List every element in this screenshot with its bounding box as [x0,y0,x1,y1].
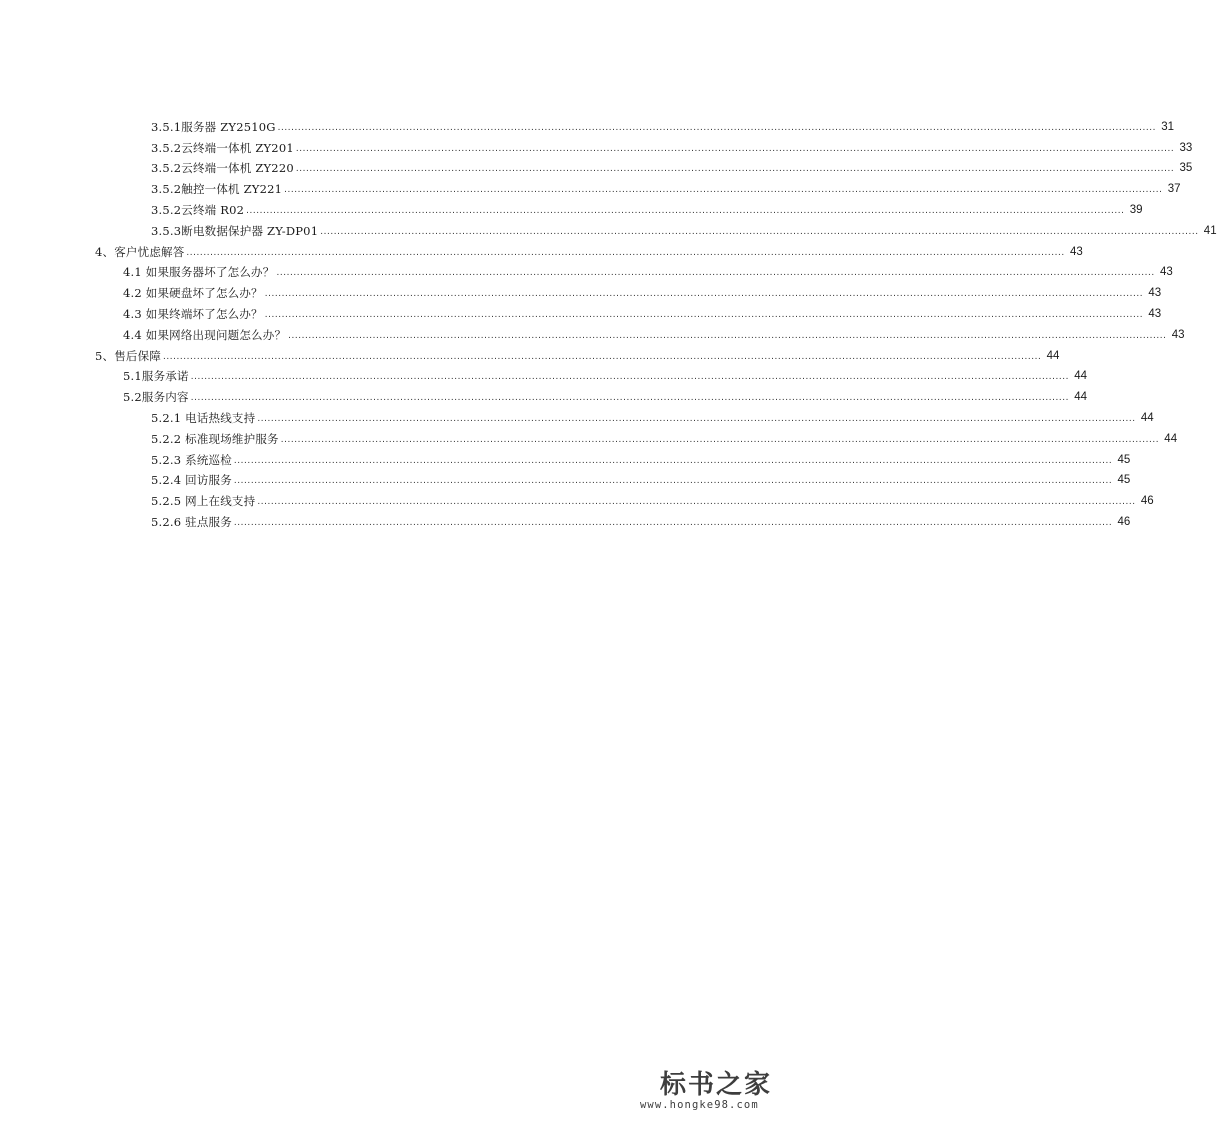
toc-entry[interactable] [0,342,1060,363]
toc-entry[interactable] [0,425,1178,446]
toc-entry-page-number: 31 [1161,120,1175,133]
watermark-title: 标书之家 [660,1070,773,1100]
toc-entry[interactable] [0,404,1154,425]
toc-entry-page-number: 46 [1117,515,1131,528]
toc-entry[interactable] [0,238,1083,259]
toc-entry-page-number: 44 [1074,391,1088,404]
toc-entry-title: 5.2.5 网上在线支持 [151,494,256,509]
toc-entry[interactable] [0,217,1217,238]
toc-dot-leader: .................................................................................................................................................................................................................................................................... [163,350,1042,362]
toc-dot-leader: .................................................................................................................................................................................................................................................................... [246,204,1125,216]
toc-entry[interactable] [0,259,1173,280]
toc-dot-leader: .................................................................................................................................................................................................................................................................... [233,475,1113,487]
toc-entry-title: 3.5.1服务器 ZY2510G [151,119,276,134]
toc-entry-page-number: 43 [1160,266,1173,279]
toc-entry-page-number: 43 [1148,307,1162,320]
toc-entry-title: 5.2.2 标准现场维护服务 [151,431,279,446]
toc-entry[interactable] [0,155,1193,176]
toc-entry[interactable] [0,508,1131,529]
toc-list [0,113,1217,529]
toc-entry-title: 3.5.2云终端一体机 ZY220 [151,161,294,176]
toc-entry[interactable] [0,175,1181,197]
toc-entry[interactable] [0,300,1162,321]
toc-dot-leader: .................................................................................................................................................................................................................................................................... [190,371,1070,383]
toc-dot-leader: .................................................................................................................................................................................................................................................................... [186,246,1065,258]
watermark-url: www.hongke98.com [640,1099,759,1111]
toc-entry-page-number: 33 [1179,141,1193,154]
toc-entry[interactable] [0,363,1088,384]
toc-dot-leader: .................................................................................................................................................................................................................................................................... [284,184,1163,196]
toc-entry-title: 3.5.2云终端 R02 [151,202,245,217]
toc-dot-leader: .................................................................................................................................................................................................................................................................... [276,267,1155,279]
toc-entry-page-number: 44 [1140,411,1154,424]
toc-entry-page-number: 45 [1117,453,1131,466]
toc-entry[interactable] [0,134,1193,155]
toc-entry-title: 5.1服务承诺 [123,369,189,384]
toc-entry-title: 5.2.1 电话热线支持 [151,410,256,425]
toc-entry-page-number: 44 [1046,349,1060,362]
toc-entry-title: 3.5.2触控一体机 ZY221 [151,182,283,197]
toc-entry[interactable] [0,383,1088,405]
site-watermark-logo [636,1064,786,1114]
toc-dot-leader: .................................................................................................................................................................................................................................................................... [233,516,1113,528]
toc-dot-leader: .................................................................................................................................................................................................................................................................... [280,433,1160,445]
table-of-contents [0,113,1217,529]
toc-entry-page-number: 45 [1117,474,1131,487]
toc-entry-title: 3.5.3断电数据保护器 ZY-DP01 [151,223,319,238]
toc-entry-title: 4.1 如果服务器坏了怎么办？ [123,265,275,280]
toc-entry-page-number: 43 [1171,328,1185,341]
toc-entry-title: 4、客户忧虑解答 [95,244,185,259]
toc-dot-leader: .................................................................................................................................................................................................................................................................... [257,496,1136,508]
toc-dot-leader: .................................................................................................................................................................................................................................................................... [264,308,1144,320]
toc-dot-leader: .................................................................................................................................................................................................................................................................... [257,412,1136,424]
toc-entry-title: 5.2服务内容 [123,390,189,405]
toc-dot-leader: .................................................................................................................................................................................................................................................................... [288,329,1167,341]
toc-entry-page-number: 44 [1074,370,1088,383]
toc-entry-page-number: 43 [1070,245,1083,258]
toc-entry-title: 5.2.4 回访服务 [151,473,232,488]
toc-dot-leader: .................................................................................................................................................................................................................................................................... [277,121,1157,133]
toc-entry-page-number: 41 [1203,224,1217,237]
toc-entry[interactable] [0,467,1131,488]
toc-dot-leader: .................................................................................................................................................................................................................................................................... [295,142,1175,154]
toc-entry[interactable] [0,279,1162,301]
toc-dot-leader: .................................................................................................................................................................................................................................................................... [190,392,1070,404]
toc-entry-title: 4.2 如果硬盘坏了怎么办？ [123,286,263,301]
toc-entry[interactable] [0,446,1131,467]
toc-entry[interactable] [0,196,1143,217]
toc-entry-page-number: 44 [1164,432,1178,445]
toc-dot-leader: .................................................................................................................................................................................................................................................................... [264,288,1144,300]
toc-entry-page-number: 43 [1148,287,1162,300]
toc-dot-leader: .................................................................................................................................................................................................................................................................... [320,225,1199,237]
toc-entry-title: 5、售后保障 [95,348,162,363]
toc-entry-page-number: 39 [1129,203,1143,216]
toc-entry[interactable] [0,321,1185,342]
toc-entry-title: 4.3 如果终端坏了怎么办？ [123,306,263,321]
toc-entry-page-number: 46 [1140,495,1154,508]
toc-entry-title: 3.5.2云终端一体机 ZY201 [151,140,294,155]
toc-entry[interactable] [0,487,1154,509]
toc-entry-title: 5.2.3 系统巡检 [151,452,232,467]
toc-dot-leader: .................................................................................................................................................................................................................................................................... [295,163,1175,175]
toc-entry[interactable] [0,113,1175,134]
toc-entry-title: 4.4 如果网络出现问题怎么办？ [123,327,287,342]
toc-dot-leader: .................................................................................................................................................................................................................................................................... [233,454,1113,466]
toc-entry-page-number: 37 [1167,183,1181,196]
toc-entry-title: 5.2.6 驻点服务 [151,514,232,529]
toc-entry-page-number: 35 [1179,162,1193,175]
